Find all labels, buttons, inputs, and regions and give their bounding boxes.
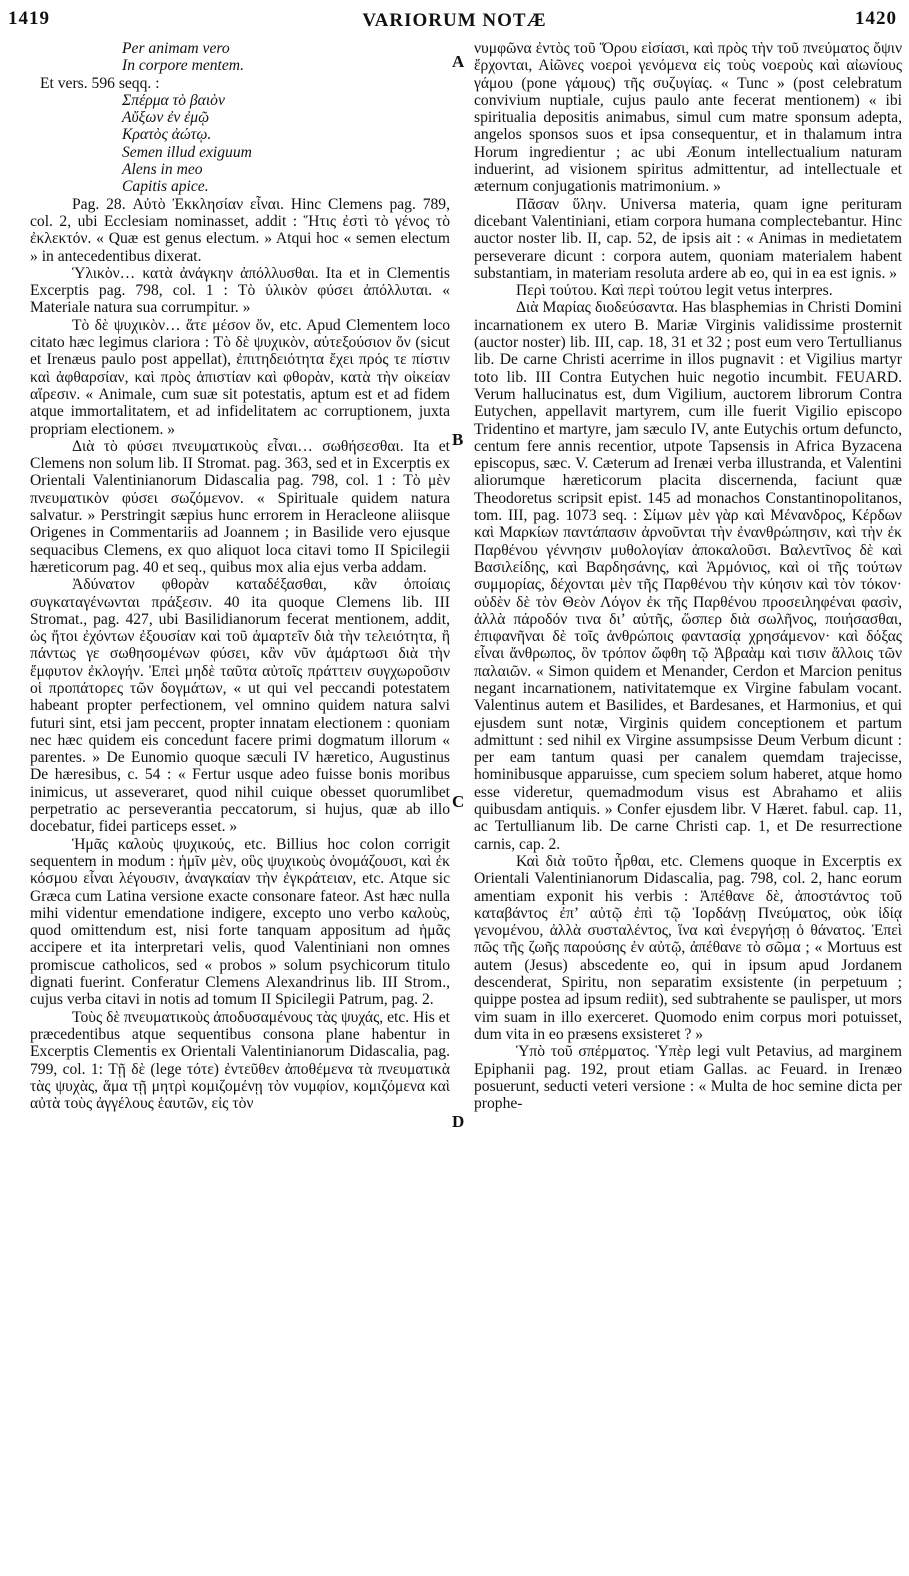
verse-line: Capitis apice. <box>122 178 209 196</box>
margin-marker-b: B <box>452 430 464 449</box>
note-paragraph: Ἀδύνατον φθορὰν καταδέξασθαι, κἂν ὁποίαις συγκαταγένωνται πράξεσιν. 40 ita quoque Clemens lib. III Stromat., pag. 427, ubi Basilidianorum fecerat mentionem, addit, ὡς ἤτοι ἐχόντων ἐξουσίαν καὶ τοῦ ἁμαρτεῖν διὰ τὴν τελειότητα, ἢ πάντως γε σωθησομένων φύσει, κἂν νῦν ἁμάρτωσι διὰ τὴν ἔμφυτον ἐκλογήν. Ἐπεὶ μηδὲ ταῦτα αὐτοῖς πράττειν συγχωροῦσιν οἱ προπάτορες τῶν δογμάτων, « ut qui vel peccandi potestatem habeant propter perfectionem, vel omnino quidem natura salvi futuri sint, etsi jam peccent, propter innatam electionem : quoniam nec hæc quidem eis concedunt facere primi dogmatum illorum « parentes. » De Eunomio quoque sæculi IV hæretico, Augustinus De hæresibus, c. 54 : « Fertur usque adeo fuisse bonis moribus inimicus, ut asseveraret, quod nihil cuique obesset quorumlibet perpetratio ac perseverantia peccatorum, si hujus, quæ ab illo docebatur, fidei particeps esset. » <box>30 576 450 836</box>
verse-line: Κρατὸς ἀώτῳ. <box>122 126 212 144</box>
verse-block-2 <box>122 92 450 196</box>
margin-marker-a: A <box>452 52 465 71</box>
page-number-left: 1419 <box>8 8 50 29</box>
note-paragraph: Ὑπὸ τοῦ σπέρματος. Ὑπὲρ legi vult Petavius, ad marginem Epiphanii pag. 192, prout etiam Gallas. ac Feuard. in Irenæo posuerunt, seducti veteri versione : « Multa de hoc semine dicta per prophe- <box>474 1043 902 1113</box>
verse-reference: Et vers. 596 seqq. : <box>40 74 160 92</box>
margin-marker-d: D <box>452 1112 465 1131</box>
verse-line: Per animam vero <box>122 40 230 57</box>
note-paragraph: Διὰ Μαρίας διοδεύσαντα. Has blasphemias in Christi Domini incarnationem ex utero B. Mariæ Virginis validissime prosternit (auctor noster) lib. III, cap. 18, 31 et 32 ; post eum vero Tertullianus lib. De carne Christi acerrime in illos pugnavit : et Vigilius martyr toto lib. III Contra Eutychen huic negotio incumbit. FEUARD. Verum hallucinatus est, dum Vigilium, auctorem librorum Contra Eutychen, appellavit martyrem, cum ille fuerit Vigilio episcopo Tridentino et martyre, jam sæculo IV, ante Eutychis ortum defuncto, centum fere annis recentior, utpote Tapsensis in Africa Byzacena episcopus, sæc. V. Cæterum ad Irenæi verba illustranda, et Valentini aliorumque hæreticorum placita discernenda, faciunt quæ Theodoretus scripsit epist. 145 ad monachos Constantinopolitanos, tom. III, pag. 1073 seq. : Σίμων μὲν γὰρ καὶ Μένανδρος, Κέρδων καὶ Μαρκίων παντάπασιν ἀρνοῦνται τὴν ἐνανθρώπησιν, καὶ τὴν ἐκ Παρθένου γέννησιν μυθολογίαν ἀποκαλοῦσι. Βαλεντῖνος δὲ καὶ Βασιλείδης, καὶ Βαρδησάνης, καὶ Ἁρμόνιος, καὶ οἱ τῆς τούτων συμμορίας, δέχονται μὲν τῆς Παρθένου τὴν κύησιν καὶ τὸν τόκον· οὐδὲν δὲ τὸν Θεὸν Λόγον ἐκ τῆς Παρθένου προσειληφέναι φασὶν, ἀλλὰ πάροδόν τινα δι’ αὐτῆς, ὥσπερ διὰ σωλῆνος, ποιήσασθαι, ἐπιφανῆναι δὲ τοῖς ἀνθρώποις φαντασίᾳ χρησάμενον· καὶ δόξας εἶναι ἄνθρωπος, ὃν τρόπον ὤφθη τῷ Ἀβραὰμ καὶ τισιν ἄλλοις τῶν παλαιῶν. « Simon quidem et Menander, Cerdon et Marcion penitus negant incarnationem, nativitatemque ex Virgine fabulam vocant. Valentinus autem et Basilides, et Bardesanes, et Harmonius, et qui ejusdem sunt notæ, Virginis quidem conceptionem et partum admittunt : sed nihil ex Virgine assumpsisse Deum Verbum dicunt : per eam tantum quasi per canalem quemdam trajecisse, hominibusque apparuisse, cum speciem solum haberet, atque homo esse videretur, quemadmodum visus est Abrahamo et aliis quibusdam antiquis. » Confer ejusdem libr. V Hæret. fabul. cap. 11, ac Tertullianum lib. De carne Christi cap. 1, et De resurrectione carnis, cap. 2. <box>474 299 902 853</box>
note-paragraph: Ἡμᾶς καλοὺς ψυχικούς, etc. Billius hoc colon corrigit sequentem in modum : ἡμῖν μὲν, οὓς ψυχικοὺς ὀνομάζουσι, καὶ ἐκ κόσμου εἶναι λέγουσιν, ἀναγκαίαν τὴν ἐγκράτειαν, etc. Atque sic Græca cum Latina versione exacte consonare fateor. Ast hæc nulla mihi videntur emendatione indigere, excepto uno verbo καλοὺς, quod omittendum est, nisi forte tanquam appositum ad ἡμᾶς accipere et ita interpretari velis, quod Valentiniani non omnes promiscue catholicos, sed « probos » solum psychicorum titulo dignati fuerint. Conferatur Clemens Alexandrinus lib. III Strom., cujus verba citavi in notis ad tomum II Spicilegii Patrum, pag. 2. <box>30 835 450 1009</box>
note-paragraph-continued: νυμφῶνα ἐντὸς τοῦ Ὅρου εἰσίασι, καὶ πρὸς τὴν τοῦ πνεύματος ὄψιν ἔρχονται, Αἰῶνες νοεροὶ γενόμενα εἰς τοὺς νοεροὺς καὶ αἰωνίους γάμου (pone γάμους) τῆς συζυγίας. « Tunc » (post celebratum convivium nuptiale, cujus paulo ante fecerat mentionem) « ibi spiritualia depositis animabus, simul cum matre sponsum adepta, angelos sponsos suos et ipsa consequentur, et in thalamum intra Horum ingredientur ; ac ubi Æonum intellectualium naturam induerint, ad visionem spiritus admittentur, ad intellectuale et æternum conjugationis matrimonium. » <box>474 40 902 196</box>
margin-marker-c: C <box>452 792 465 811</box>
note-paragraph: Pag. 28. Αὐτὸ Ἐκκλησίαν εἶναι. Hinc Clemens pag. 789, col. 2, ubi Ecclesiam nominasset, addit : Ἥτις ἐστὶ τὸ γένος τὸ ἐκλεκτόν. « Quæ est genus electum. » Atqui hoc « semen electum » in antecedentibus dixerat. <box>30 195 450 265</box>
page-header <box>0 0 909 40</box>
note-paragraph: Καὶ διὰ τοῦτο ἦρθαι, etc. Clemens quoque in Excerptis ex Orientali Valentinianorum Didascalia, pag. 798, col. 2, hanc eorum amentiam exponit his verbis : Ἀπέθανε δὲ, ἀποστάντος τοῦ καταβάντος ἐπ’ αὐτῷ ἐπὶ τῷ Ἰορδάνῃ Πνεύματος, οὐκ ἰδίᾳ γενομένου, ἀλλὰ συσταλέντος, ἵνα καὶ ἐνεργήσῃ ὁ θάνατος. Ἐπεὶ πῶς τῆς ζωῆς παρούσης ἐν αὐτῷ, ἀπέθανε τὸ σῶμα ; « Mortuus est autem (Jesus) abscedente eo, qui in ipsum apud Jordanem descenderat, Spiritu, non separatim exsistente (in perpetuum ; quippe postea ad ipsum rediit), sed subtrahente se paulisper, ut mors vim suam in illo exerceret. Quomodo enim corpus mori potuisset, dum vita in eo præsens exsisteret ? » <box>474 852 902 1043</box>
right-column <box>474 40 902 1112</box>
note-paragraph: Πᾶσαν ὕλην. Universa materia, quam igne perituram dicebant Valentiniani, etiam corpora humana complectebantur. Hinc auctor noster lib. II, cap. 52, de ipsis ait : « Animas in medietatem perseverare dicunt : corpora autem, quoniam materialem habent substantiam, in materiam resoluta ardere ab eo, qui in ea est ignis. » <box>474 195 902 282</box>
left-column <box>30 40 450 1112</box>
note-paragraph: Ὑλικὸν… κατὰ ἀνάγκην ἀπόλλυσθαι. Ita et in Clementis Excerptis pag. 798, col. 1 : Τὸ ὑλικὸν φύσει ἀπόλλυται. « Materiale natura sua corrumpitur. » <box>30 264 450 317</box>
verse-line: In corpore mentem. <box>122 57 244 75</box>
verse-line: Αὔξων ἐν ἐμῷ <box>122 109 210 127</box>
note-paragraph: Διὰ τὸ φύσει πνευματικοὺς εἶναι… σωθήσεσθαι. Ita et Clemens non solum lib. II Stromat. pag. 363, sed et in Excerptis ex Orientali Valentinianorum Didascalia pag. 798, col. 1 : Τὸ μὲν πνευματικὸν φύσει σωζόμενον. « Spirituale quidem natura salvatur. » Perstringit sæpius hunc errorem in Heracleone aliisque Origenes in Commentariis ad Joannem ; in Basilide vero ejusque sequacibus Clemens, ex quo aliquot loca citavi tomo II Spicilegii hæreticorum pag. 40 et seq., quibus mox alia ejus verba addam. <box>30 437 450 576</box>
verse-line: Σπέρμα τὸ βαιὸν <box>122 91 225 109</box>
verse-line: Alens in meo <box>122 161 203 179</box>
note-paragraph: Τοὺς δὲ πνευματικοὺς ἀποδυσαμένους τὰς ψυχάς, etc. His et præcedentibus atque sequentibus consona plane habentur in Excerptis Clementis ex Orientali Valentinianorum Didascalia, pag. 799, col. 1: Τῇ δὲ (lege τότε) ἐντεῦθεν ἀποθέμενα τὰ πνευματικὰ τὰς ψυχὰς, ἅμα τῇ μητρὶ κομιζομένῃ τὸν νυμφίον, κομιζόμενα καὶ αὐτὰ τοὺς ἀγγέλους ἑαυτῶν, εἰς τὸν <box>30 1008 450 1113</box>
note-paragraph: Περὶ τούτου. Καὶ περὶ τούτου legit vetus interpres. <box>516 282 833 300</box>
verse-line: Semen illud exiguum <box>122 143 252 161</box>
page-number-right: 1420 <box>855 8 897 29</box>
note-paragraph: Τὸ δὲ ψυχικὸν… ἅτε μέσον ὄν, etc. Apud Clementem loco citato hæc legimus clariora : Τὸ δὲ ψυχικὸν, αὐτεξούσιον ὄν (sicut et Irenæus paulo post appellat), ἐπιτηδειότητα ἔχει πρός τε πίστιν καὶ ἀφθαρσίαν, καὶ πρὸς ἀπιστίαν καὶ φθορὰν, κατὰ τὴν οἰκείαν αἵρεσιν. « Animale, cum suæ sit potestatis, aptum est et ad fidem atque immortalitatem, et ad infidelitatem ac corruptionem, juxta propriam electionem. » <box>30 316 450 438</box>
running-title: VARIORUM NOTÆ <box>362 10 547 31</box>
verse-block-1 <box>122 40 450 75</box>
